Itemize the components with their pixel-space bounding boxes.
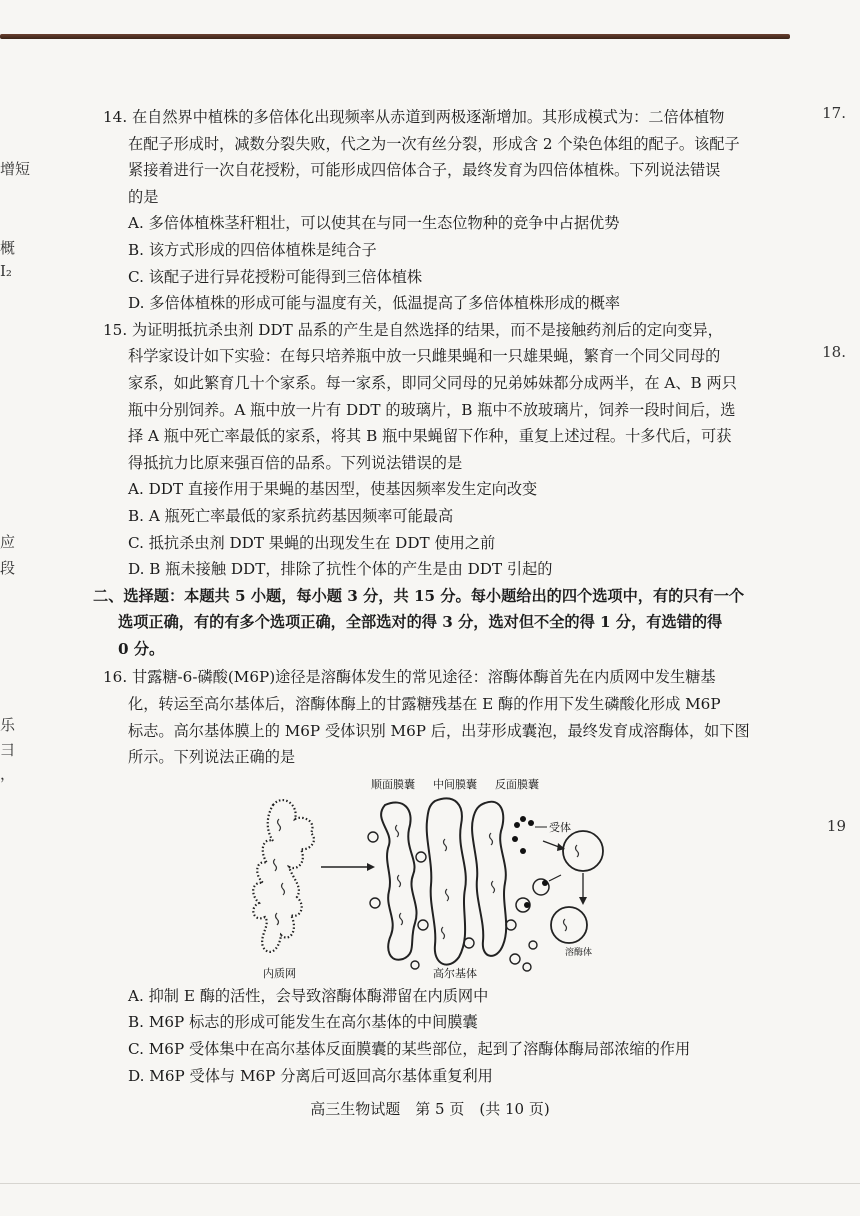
question-stem-line: 瓶中分别饲养。A 瓶中放一片有 DDT 的玻璃片，B 瓶中不放玻璃片，饲养一段时间后，选 <box>128 400 736 419</box>
margin-fragment: 乐 <box>0 716 16 734</box>
arrow-recycle <box>549 875 561 881</box>
option-d: D. M6P 受体与 M6P 分离后可返回高尔基体重复利用 <box>128 1066 493 1085</box>
label-cis-cisterna: 顺面膜囊 <box>371 777 415 791</box>
option-b: B. M6P 标志的形成可能发生在高尔基体的中间膜囊 <box>128 1013 478 1032</box>
budding-vesicle <box>563 831 603 871</box>
question-14 <box>103 104 763 317</box>
transport-vesicles <box>368 832 537 971</box>
endoplasmic-reticulum-shape <box>253 800 314 952</box>
section-heading-line: 0 分。 <box>118 639 165 658</box>
option-c: C. 该配子进行异花授粉可能得到三倍体植株 <box>128 267 423 286</box>
enzyme-glyphs-er <box>274 819 285 925</box>
golgi-middle-cisterna <box>427 798 466 964</box>
question-stem-line: 科学家设计如下实验：在每只培养瓶中放一只雌果蝇和一只雄果蝇，繁育一个同父同母的 <box>128 347 721 366</box>
question-stem-line: 标志。高尔基体膜上的 M6P 受体识别 M6P 后，出芽形成囊泡，最终发育成溶酶体，如下图 <box>128 721 750 740</box>
question-stem-line: 的是 <box>128 187 159 206</box>
option-c: C. 抵抗杀虫剂 DDT 果蝇的出现发生在 DDT 使用之前 <box>128 533 496 552</box>
label-middle-cisterna: 中间膜囊 <box>433 777 477 791</box>
margin-question-number: 18. <box>822 343 846 361</box>
margin-fragment: 彐 <box>0 741 16 759</box>
page-footer: 高三生物试题 第 5 页 (共 10 页) <box>310 1100 550 1118</box>
label-golgi: 高尔基体 <box>433 966 477 980</box>
enzyme-glyphs-golgi <box>396 825 495 939</box>
question-stem-line: 紧接着进行一次自花授粉，可能形成四倍体合子，最终发育为四倍体植株。下列说法错误 <box>128 161 721 180</box>
section-heading: 二、选择题：本题共 5 小题，每小题 3 分，共 15 分。每小题给出的四个选项中，有的只有一个 <box>93 586 745 605</box>
question-15 <box>103 317 763 583</box>
margin-fragment: 段 <box>0 559 16 577</box>
arrow-head <box>367 863 375 871</box>
option-b: B. 该方式形成的四倍体植株是纯合子 <box>128 240 377 259</box>
option-b: B. A 瓶死亡率最低的家系抗药基因频率可能最高 <box>128 506 454 525</box>
top-border-rule <box>0 34 790 39</box>
bottom-edge <box>0 1183 860 1184</box>
question-stem-line: 择 A 瓶中死亡率最低的家系，将其 B 瓶中果蝇留下作种，重复上述过程。十多代后，可获 <box>128 427 732 446</box>
question-stem-line: 化，转运至高尔基体后，溶酶体酶上的甘露糖残基在 E 酶的作用下发生磷酸化形成 M6P <box>128 695 721 714</box>
receptor-dots <box>512 816 534 854</box>
option-a: A. 抑制 E 酶的活性，会导致溶酶体酶滞留在内质网中 <box>128 986 489 1005</box>
margin-fragment: 概 <box>0 239 16 257</box>
question-stem-line: 得抵抗力比原来强百倍的品系。下列说法错误的是 <box>128 453 463 472</box>
option-a: A. 多倍体植株茎秆粗壮，可以使其在与同一生态位物种的竞争中占据优势 <box>128 214 620 233</box>
exam-content <box>93 104 763 1089</box>
section-heading-line: 选项正确，有的有多个选项正确，全部选对的得 3 分，选对但不全的得 1 分，有选错的得 <box>118 613 723 632</box>
golgi-diagram-svg <box>103 775 763 981</box>
label-trans-cisterna: 反面膜囊 <box>495 777 539 791</box>
enzyme-glyph <box>564 919 567 931</box>
arrow-head <box>579 897 587 905</box>
receptor-dot <box>524 902 530 908</box>
margin-fragment: 应 <box>0 533 16 551</box>
enzyme-glyph <box>576 845 579 857</box>
margin-fragment: I₂ <box>0 262 12 280</box>
question-16 <box>103 664 763 1089</box>
question-stem-line: 16. 甘露糖-6-磷酸(M6P)途径是溶酶体发生的常见途径：溶酶体酶首先在内质网中发生糖基 <box>103 668 716 687</box>
golgi-diagram <box>103 775 763 981</box>
margin-question-number: 17. <box>822 104 846 122</box>
margin-fragment: ， <box>0 765 16 783</box>
lysosome <box>551 907 587 943</box>
golgi-trans-cisterna <box>472 802 506 956</box>
option-d: D. 多倍体植株的形成可能与温度有关，低温提高了多倍体植株形成的概率 <box>128 294 621 313</box>
label-er: 内质网 <box>263 966 296 980</box>
option-a: A. DDT 直接作用于果蝇的基因型，使基因频率发生定向改变 <box>128 480 538 499</box>
question-stem-line: 14. 在自然界中植株的多倍体化出现频率从赤道到两极逐渐增加。其形成模式为：二倍体植物 <box>103 108 725 126</box>
margin-fragment: 增短 <box>0 160 31 178</box>
question-stem-line: 在配子形成时，减数分裂失败，代之为一次有丝分裂，形成含 2 个染色体组的配子。该配子 <box>128 134 740 153</box>
question-stem-line: 15. 为证明抵抗杀虫剂 DDT 品系的产生是自然选择的结果，而不是接触药剂后的定向变异， <box>103 320 723 339</box>
label-lysosome: 溶酶体 <box>565 947 593 958</box>
arrow-to-vesicle <box>543 841 559 847</box>
margin-question-number: 19 <box>826 817 846 835</box>
question-stem-line: 家系，如此繁育几十个家系。每一家系，即同父同母的兄弟姊妹都分成两半，在 A、B 两只 <box>128 373 737 392</box>
section-2-instructions <box>93 583 763 663</box>
label-receptor: 受体 <box>549 820 571 834</box>
receptor-dot <box>542 880 548 886</box>
option-c: C. M6P 受体集中在高尔基体反面膜囊的某些部位，起到了溶酶体酶局部浓缩的作用 <box>128 1040 691 1059</box>
option-d: D. B 瓶未接触 DDT，排除了抗性个体的产生是由 DDT 引起的 <box>128 560 553 579</box>
question-stem-line: 所示。下列说法正确的是 <box>128 748 296 767</box>
